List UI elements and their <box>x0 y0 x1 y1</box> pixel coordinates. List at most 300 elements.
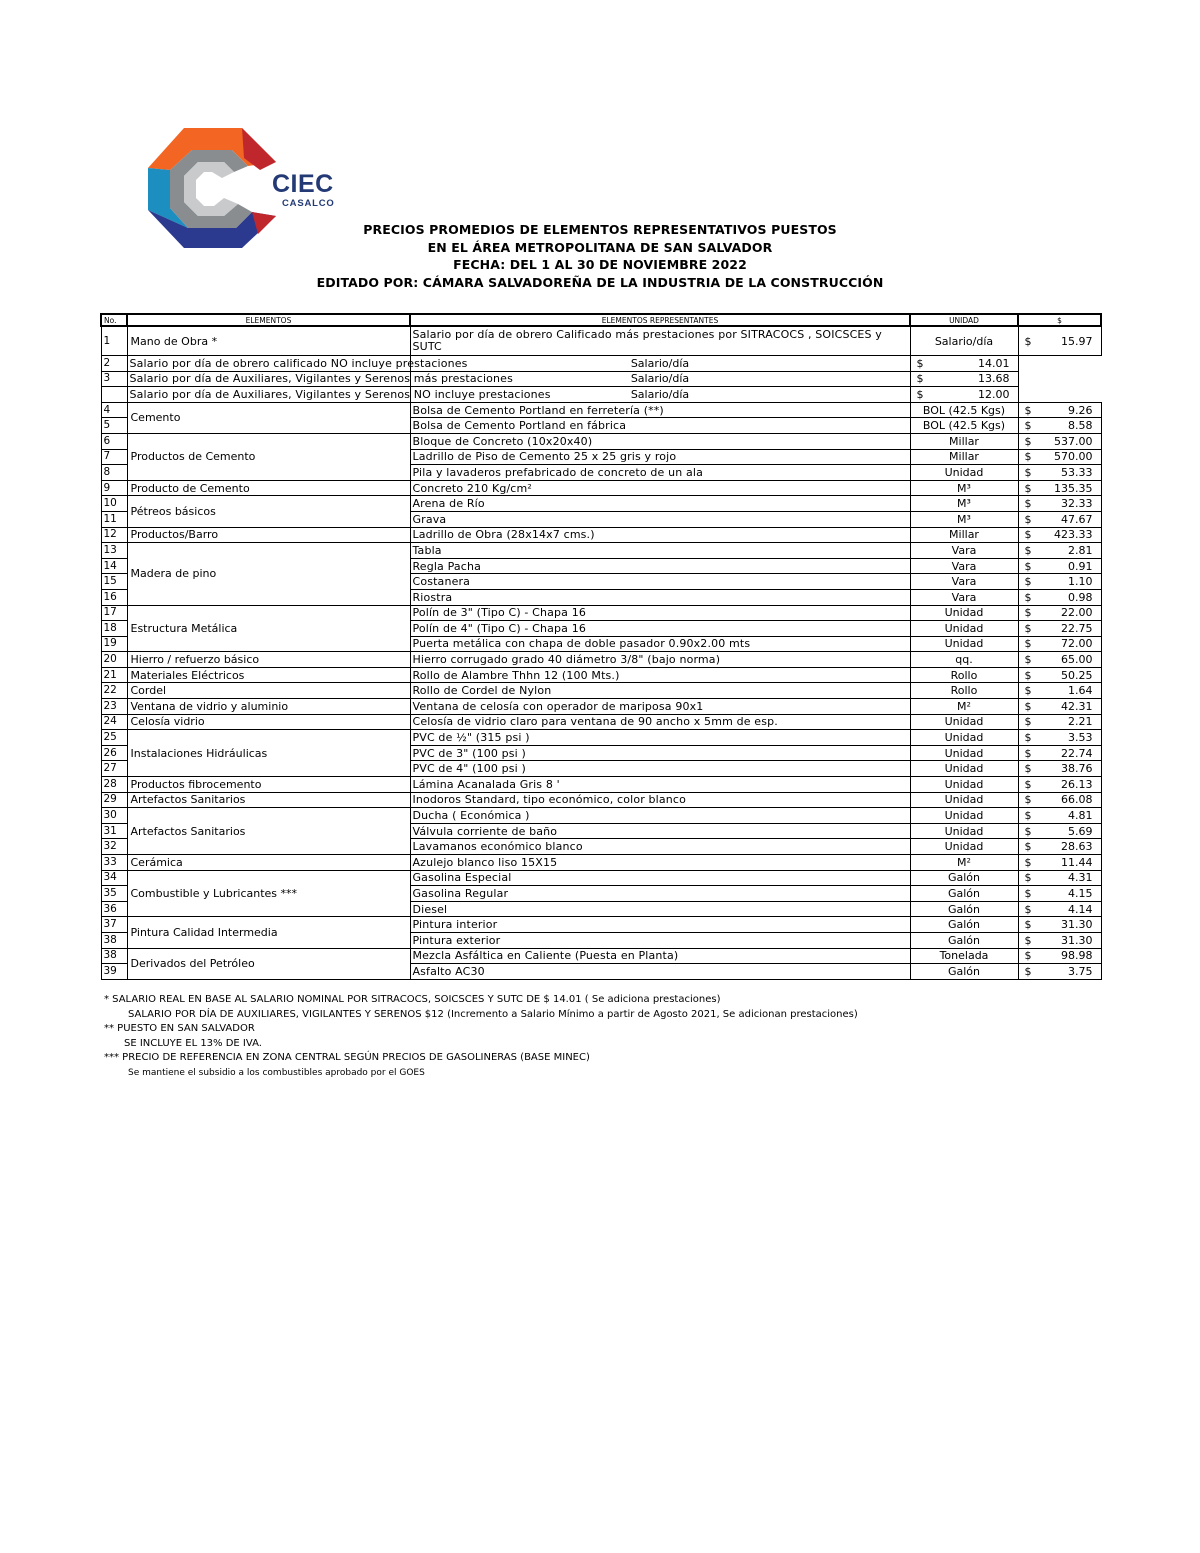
representative-item: PVC de 3" (100 psi ) <box>410 745 910 761</box>
representative-item: Diesel <box>410 901 910 917</box>
representative-item: Mezcla Asfáltica en Caliente (Puesta en Planta) <box>410 948 910 964</box>
currency-symbol: $ <box>1024 933 1032 947</box>
currency-symbol: $ <box>1024 949 1032 963</box>
row-number: 23 <box>101 699 127 715</box>
title-line-4: EDITADO POR: CÁMARA SALVADOREÑA DE LA INDUSTRIA DE LA CONSTRUCCIÓN <box>316 274 884 290</box>
price-cell <box>1018 870 1101 886</box>
price-value: 32.33 <box>1061 497 1093 511</box>
row-number: 15 <box>101 574 127 590</box>
representative-item: Bolsa de Cemento Portland en ferretería (**) <box>410 402 910 418</box>
price-cell <box>1018 605 1101 621</box>
element-name: Cerámica <box>127 855 410 871</box>
unit: Vara <box>910 543 1018 559</box>
price-value: 1.10 <box>1068 575 1093 589</box>
price-value: 22.74 <box>1061 746 1093 760</box>
table-row <box>101 777 1101 793</box>
table-row <box>101 605 1101 621</box>
unit: Rollo <box>910 667 1018 683</box>
price-value: 15.97 <box>1061 334 1093 348</box>
currency-symbol: $ <box>1024 824 1032 838</box>
table-row <box>101 667 1101 683</box>
price-cell <box>1018 589 1101 605</box>
title-line-1: PRECIOS PROMEDIOS DE ELEMENTOS REPRESENTATIVOS PUESTOS <box>363 222 837 237</box>
price-cell <box>1018 683 1101 699</box>
unit: Salario/día <box>910 326 1018 356</box>
price-cell <box>1018 901 1101 917</box>
price-cell <box>1018 433 1101 449</box>
currency-symbol: $ <box>1024 450 1032 464</box>
price-value: 31.30 <box>1061 933 1093 947</box>
representative-item: Pintura interior <box>410 917 910 933</box>
price-cell <box>1018 465 1101 481</box>
representative-item: Concreto 210 Kg/cm² <box>410 480 910 496</box>
row-number <box>101 387 127 403</box>
logo-subtitle: CASALCO <box>282 198 335 209</box>
representative-item: Tabla <box>410 543 910 559</box>
currency-symbol: $ <box>1024 637 1032 651</box>
row-number: 28 <box>101 777 127 793</box>
unit: M² <box>910 855 1018 871</box>
row-number: 4 <box>101 402 127 418</box>
price-cell <box>1018 574 1101 590</box>
element-name: Derivados del Petróleo <box>127 948 410 979</box>
price-cell <box>1018 402 1101 418</box>
price-cell <box>1018 621 1101 637</box>
currency-symbol: $ <box>916 372 924 386</box>
currency-symbol: $ <box>1024 668 1032 682</box>
unit: M³ <box>910 511 1018 527</box>
currency-symbol: $ <box>1024 334 1032 348</box>
row-number: 21 <box>101 667 127 683</box>
footnote-3: ** PUESTO EN SAN SALVADOR <box>104 1023 255 1034</box>
unit: Unidad <box>910 823 1018 839</box>
currency-symbol: $ <box>1024 762 1032 776</box>
header-representantes: ELEMENTOS REPRESENTANTES <box>410 314 910 326</box>
representative-item: Costanera <box>410 574 910 590</box>
table-row <box>101 714 1101 730</box>
row-number: 14 <box>101 558 127 574</box>
price-cell <box>1018 326 1101 356</box>
title-line-2: EN EL ÁREA METROPOLITANA DE SAN SALVADOR <box>427 239 773 255</box>
representative-item: Riostra <box>410 589 910 605</box>
unit: Millar <box>910 449 1018 465</box>
representative-item: Regla Pacha <box>410 558 910 574</box>
representative-item: Azulejo blanco liso 15X15 <box>410 855 910 871</box>
price-cell <box>1018 480 1101 496</box>
price-value: 65.00 <box>1061 653 1093 667</box>
element-name: Cordel <box>127 683 410 699</box>
price-value: 38.76 <box>1061 762 1093 776</box>
representative-item: Rollo de Alambre Thhn 12 (100 Mts.) <box>410 667 910 683</box>
currency-symbol: $ <box>1024 964 1032 978</box>
price-cell <box>1018 496 1101 512</box>
price-cell <box>1018 652 1101 668</box>
row-number: 6 <box>101 433 127 449</box>
price-value: 537.00 <box>1054 434 1093 448</box>
unit: Vara <box>910 574 1018 590</box>
price-cell <box>910 387 1018 403</box>
currency-symbol: $ <box>1024 918 1032 932</box>
row-number: 35 <box>101 886 127 902</box>
row-number: 9 <box>101 480 127 496</box>
price-cell <box>910 371 1018 387</box>
representative-item: Rollo de Cordel de Nylon <box>410 683 910 699</box>
currency-symbol: $ <box>1024 777 1032 791</box>
representative-item: Gasolina Regular <box>410 886 910 902</box>
row-number: 38 <box>101 932 127 948</box>
element-name: Ventana de vidrio y aluminio <box>127 699 410 715</box>
price-value: 1.64 <box>1068 684 1093 698</box>
table-row <box>101 402 1101 418</box>
price-value: 22.00 <box>1061 606 1093 620</box>
unit: Unidad <box>910 730 1018 746</box>
price-cell <box>1018 730 1101 746</box>
element-name: Celosía vidrio <box>127 714 410 730</box>
price-cell <box>1018 792 1101 808</box>
unit: BOL (42.5 Kgs) <box>910 402 1018 418</box>
representative-item: Polín de 3" (Tipo C) - Chapa 16 <box>410 605 910 621</box>
currency-symbol: $ <box>1024 559 1032 573</box>
price-cell <box>1018 886 1101 902</box>
footnote-5: *** PRECIO DE REFERENCIA EN ZONA CENTRAL SEGÚN PRECIOS DE GASOLINERAS (BASE MINEC) <box>104 1052 590 1063</box>
table-row <box>101 387 1101 403</box>
logo-name: CIEC <box>272 170 334 198</box>
price-cell <box>1018 714 1101 730</box>
price-value: 12.00 <box>978 387 1010 401</box>
price-cell <box>1018 699 1101 715</box>
price-value: 4.14 <box>1068 902 1093 916</box>
representative-item: Salario por día de Auxiliares, Vigilantes y Serenos más prestaciones <box>127 371 410 387</box>
price-cell <box>1018 527 1101 543</box>
price-cell <box>1018 964 1101 980</box>
currency-symbol: $ <box>1024 419 1032 433</box>
unit: Galón <box>910 917 1018 933</box>
currency-symbol: $ <box>1024 575 1032 589</box>
table-row <box>101 917 1101 933</box>
unit: Rollo <box>910 683 1018 699</box>
price-cell <box>910 356 1018 372</box>
unit: Galón <box>910 870 1018 886</box>
table-row <box>101 433 1101 449</box>
footnotes <box>104 993 858 1080</box>
header-elementos: ELEMENTOS <box>127 314 410 326</box>
representative-item: Válvula corriente de baño <box>410 823 910 839</box>
price-value: 423.33 <box>1054 528 1093 542</box>
price-value: 3.75 <box>1068 964 1093 978</box>
currency-symbol: $ <box>1024 497 1032 511</box>
currency-symbol: $ <box>1024 621 1032 635</box>
price-cell <box>1018 855 1101 871</box>
element-name: Pétreos básicos <box>127 496 410 527</box>
row-number: 38 <box>101 948 127 964</box>
table-row <box>101 948 1101 964</box>
price-value: 135.35 <box>1054 481 1093 495</box>
table-row <box>101 480 1101 496</box>
footnote-1: * SALARIO REAL EN BASE AL SALARIO NOMINAL POR SITRACOCS, SOICSCES Y SUTC DE $ 14.01 ( Se adiciona prestaciones) <box>104 994 721 1005</box>
price-value: 9.26 <box>1068 403 1093 417</box>
row-number: 11 <box>101 511 127 527</box>
row-number: 37 <box>101 917 127 933</box>
price-value: 66.08 <box>1061 793 1093 807</box>
representative-item: Gasolina Especial <box>410 870 910 886</box>
table-row <box>101 855 1101 871</box>
currency-symbol: $ <box>1024 606 1032 620</box>
row-number: 17 <box>101 605 127 621</box>
currency-symbol: $ <box>1024 840 1032 854</box>
element-name: Productos/Barro <box>127 527 410 543</box>
currency-symbol: $ <box>1024 699 1032 713</box>
row-number: 16 <box>101 589 127 605</box>
price-value: 4.81 <box>1068 809 1093 823</box>
row-number: 20 <box>101 652 127 668</box>
price-value: 8.58 <box>1068 419 1093 433</box>
unit: Galón <box>910 932 1018 948</box>
price-value: 2.21 <box>1068 715 1093 729</box>
row-number: 13 <box>101 543 127 559</box>
representative-item: Lámina Acanalada Gris 8 ' <box>410 777 910 793</box>
price-cell <box>1018 761 1101 777</box>
unit: BOL (42.5 Kgs) <box>910 418 1018 434</box>
price-cell <box>1018 449 1101 465</box>
unit: M³ <box>910 480 1018 496</box>
unit: Unidad <box>910 808 1018 824</box>
row-number: 26 <box>101 745 127 761</box>
unit: qq. <box>910 652 1018 668</box>
unit: Vara <box>910 589 1018 605</box>
unit: Unidad <box>910 714 1018 730</box>
element-name: Instalaciones Hidráulicas <box>127 730 410 777</box>
unit: Salario/día <box>410 371 910 387</box>
currency-symbol: $ <box>1024 715 1032 729</box>
price-value: 13.68 <box>978 372 1010 386</box>
element-name: Artefactos Sanitarios <box>127 808 410 855</box>
row-number: 19 <box>101 636 127 652</box>
row-number: 34 <box>101 870 127 886</box>
currency-symbol: $ <box>1024 543 1032 557</box>
currency-symbol: $ <box>1024 746 1032 760</box>
representative-item: PVC de 4" (100 psi ) <box>410 761 910 777</box>
representative-item: Inodoros Standard, tipo económico, color blanco <box>410 792 910 808</box>
row-number: 12 <box>101 527 127 543</box>
price-cell <box>1018 808 1101 824</box>
representative-item: Pintura exterior <box>410 932 910 948</box>
price-value: 98.98 <box>1061 949 1093 963</box>
row-number: 2 <box>101 356 127 372</box>
element-name: Artefactos Sanitarios <box>127 792 410 808</box>
header-unidad: UNIDAD <box>910 314 1018 326</box>
price-value: 31.30 <box>1061 918 1093 932</box>
currency-symbol: $ <box>1024 793 1032 807</box>
table-row <box>101 652 1101 668</box>
element-name: Combustible y Lubricantes *** <box>127 870 410 917</box>
representative-item: Salario por día de obrero calificado NO incluye prestaciones <box>127 356 410 372</box>
price-value: 50.25 <box>1061 668 1093 682</box>
table-row <box>101 543 1101 559</box>
unit: Unidad <box>910 777 1018 793</box>
unit: Unidad <box>910 465 1018 481</box>
unit: Unidad <box>910 761 1018 777</box>
row-number: 10 <box>101 496 127 512</box>
element-name: Productos fibrocemento <box>127 777 410 793</box>
row-number: 33 <box>101 855 127 871</box>
table-row <box>101 870 1101 886</box>
representative-item: Salario por día de Auxiliares, Vigilantes y Serenos NO incluye prestaciones <box>127 387 410 403</box>
element-name: Producto de Cemento <box>127 480 410 496</box>
row-number: 29 <box>101 792 127 808</box>
table-row <box>101 683 1101 699</box>
header-no: No. <box>101 314 127 326</box>
currency-symbol: $ <box>1024 855 1032 869</box>
price-value: 11.44 <box>1061 855 1093 869</box>
price-value: 28.63 <box>1061 840 1093 854</box>
unit: Tonelada <box>910 948 1018 964</box>
currency-symbol: $ <box>1024 731 1032 745</box>
representative-item: Ventana de celosía con operador de mariposa 90x1 <box>410 699 910 715</box>
currency-symbol: $ <box>1024 684 1032 698</box>
price-value: 2.81 <box>1068 543 1093 557</box>
footnote-2: SALARIO POR DÍA DE AUXILIARES, VIGILANTES Y SERENOS $12 (Incremento a Salario Mínimo a partir de Agosto 2021, Se adicionan prestaciones) <box>128 1008 858 1020</box>
document-title <box>200 221 1000 291</box>
row-number: 8 <box>101 465 127 481</box>
representative-item: Bolsa de Cemento Portland en fábrica <box>410 418 910 434</box>
row-number: 31 <box>101 823 127 839</box>
unit: Galón <box>910 901 1018 917</box>
representative-item: Salario por día de obrero Calificado más prestaciones por SITRACOCS , SOICSCES y SUTC <box>410 326 910 356</box>
price-cell <box>1018 667 1101 683</box>
price-table <box>100 313 1102 980</box>
element-name: Cemento <box>127 402 410 433</box>
price-cell <box>1018 745 1101 761</box>
row-number: 3 <box>101 371 127 387</box>
price-value: 26.13 <box>1061 777 1093 791</box>
price-value: 3.53 <box>1068 731 1093 745</box>
representative-item: Grava <box>410 511 910 527</box>
price-value: 0.98 <box>1068 590 1093 604</box>
row-number: 24 <box>101 714 127 730</box>
table-header-row <box>101 314 1101 326</box>
representative-item: Ladrillo de Obra (28x14x7 cms.) <box>410 527 910 543</box>
row-number: 18 <box>101 621 127 637</box>
table-row <box>101 371 1101 387</box>
currency-symbol: $ <box>916 387 924 401</box>
currency-symbol: $ <box>1024 434 1032 448</box>
price-value: 47.67 <box>1061 512 1093 526</box>
currency-symbol: $ <box>1024 465 1032 479</box>
table-row <box>101 326 1101 356</box>
representative-item: Ducha ( Económica ) <box>410 808 910 824</box>
element-name: Madera de pino <box>127 543 410 605</box>
currency-symbol: $ <box>1024 590 1032 604</box>
unit: Millar <box>910 433 1018 449</box>
unit: Unidad <box>910 605 1018 621</box>
row-number: 7 <box>101 449 127 465</box>
table-row <box>101 527 1101 543</box>
unit: Salario/día <box>410 387 910 403</box>
row-number: 1 <box>101 326 127 356</box>
title-line-3: FECHA: DEL 1 AL 30 DE NOVIEMBRE 2022 <box>453 257 747 272</box>
currency-symbol: $ <box>1024 809 1032 823</box>
representative-item: Polín de 4" (Tipo C) - Chapa 16 <box>410 621 910 637</box>
representative-item: Ladrillo de Piso de Cemento 25 x 25 gris y rojo <box>410 449 910 465</box>
table-row <box>101 792 1101 808</box>
representative-item: Celosía de vidrio claro para ventana de 90 ancho x 5mm de esp. <box>410 714 910 730</box>
representative-item: Asfalto AC30 <box>410 964 910 980</box>
header-price: $ <box>1018 314 1101 326</box>
table-row <box>101 730 1101 746</box>
unit: Salario/día <box>410 356 910 372</box>
price-cell <box>1018 777 1101 793</box>
price-value: 4.15 <box>1068 886 1093 900</box>
price-value: 72.00 <box>1061 637 1093 651</box>
unit: Galón <box>910 964 1018 980</box>
currency-symbol: $ <box>1024 528 1032 542</box>
table-row <box>101 808 1101 824</box>
price-cell <box>1018 823 1101 839</box>
currency-symbol: $ <box>1024 512 1032 526</box>
price-value: 0.91 <box>1068 559 1093 573</box>
footnote-4: SE INCLUYE EL 13% DE IVA. <box>124 1037 262 1049</box>
representative-item: Lavamanos económico blanco <box>410 839 910 855</box>
price-cell <box>1018 839 1101 855</box>
representative-item: PVC de ½" (315 psi ) <box>410 730 910 746</box>
price-value: 42.31 <box>1061 699 1093 713</box>
price-value: 53.33 <box>1061 465 1093 479</box>
price-cell <box>1018 917 1101 933</box>
unit: Unidad <box>910 839 1018 855</box>
representative-item: Puerta metálica con chapa de doble pasador 0.90x2.00 mts <box>410 636 910 652</box>
unit: Galón <box>910 886 1018 902</box>
price-value: 22.75 <box>1061 621 1093 635</box>
representative-item: Bloque de Concreto (10x20x40) <box>410 433 910 449</box>
element-name: Hierro / refuerzo básico <box>127 652 410 668</box>
element-name: Estructura Metálica <box>127 605 410 652</box>
unit: Unidad <box>910 745 1018 761</box>
price-value: 4.31 <box>1068 871 1093 885</box>
currency-symbol: $ <box>1024 403 1032 417</box>
price-cell <box>1018 511 1101 527</box>
element-name: Mano de Obra * <box>127 326 410 356</box>
table-row <box>101 496 1101 512</box>
price-value: 5.69 <box>1068 824 1093 838</box>
table-row <box>101 699 1101 715</box>
price-cell <box>1018 636 1101 652</box>
footnote-6: Se mantiene el subsidio a los combustibles aprobado por el GOES <box>128 1067 425 1078</box>
representative-item: Hierro corrugado grado 40 diámetro 3/8" (bajo norma) <box>410 652 910 668</box>
row-number: 32 <box>101 839 127 855</box>
table-row <box>101 356 1101 372</box>
row-number: 39 <box>101 964 127 980</box>
currency-symbol: $ <box>1024 886 1032 900</box>
unit: Vara <box>910 558 1018 574</box>
unit: Millar <box>910 527 1018 543</box>
currency-symbol: $ <box>1024 653 1032 667</box>
unit: M² <box>910 699 1018 715</box>
row-number: 36 <box>101 901 127 917</box>
unit: M³ <box>910 496 1018 512</box>
row-number: 5 <box>101 418 127 434</box>
row-number: 22 <box>101 683 127 699</box>
unit: Unidad <box>910 792 1018 808</box>
row-number: 27 <box>101 761 127 777</box>
price-cell <box>1018 418 1101 434</box>
representative-item: Pila y lavaderos prefabricado de concreto de un ala <box>410 465 910 481</box>
currency-symbol: $ <box>1024 871 1032 885</box>
price-value: 14.01 <box>978 356 1010 370</box>
element-name: Materiales Eléctricos <box>127 667 410 683</box>
row-number: 30 <box>101 808 127 824</box>
price-cell <box>1018 543 1101 559</box>
row-number: 25 <box>101 730 127 746</box>
